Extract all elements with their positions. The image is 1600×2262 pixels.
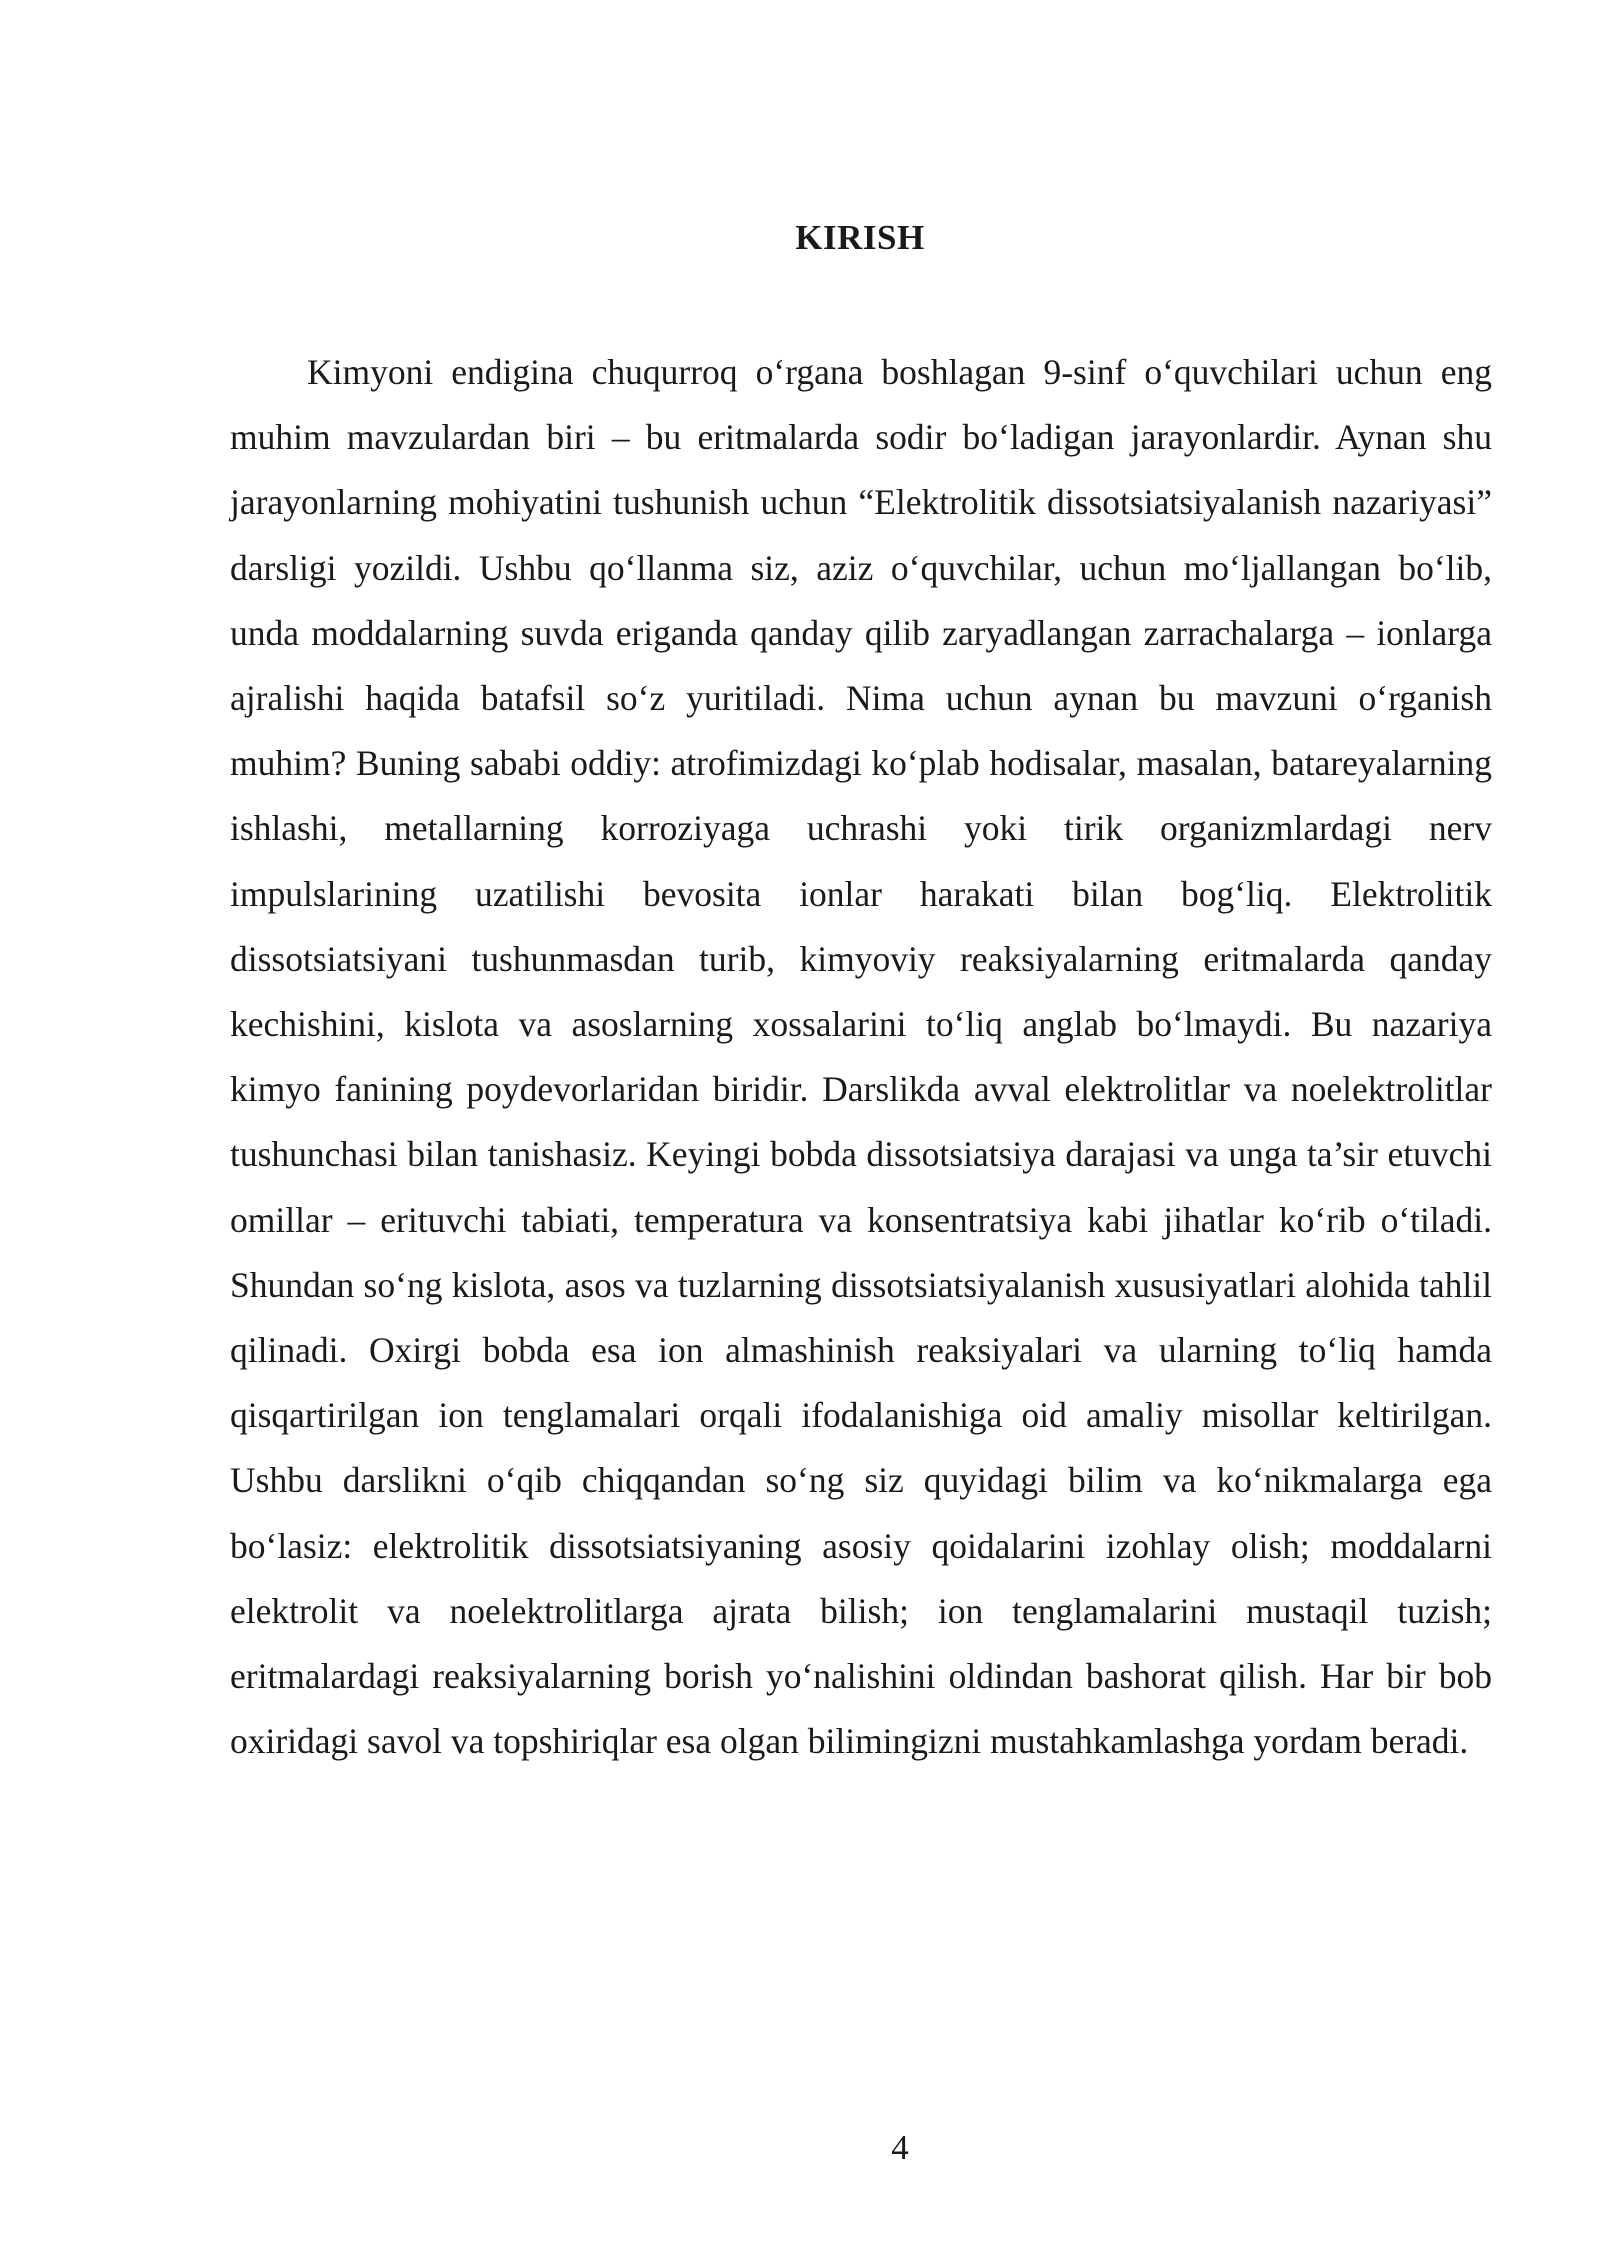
- page-title: KIRISH: [795, 218, 925, 257]
- page-number: 4: [891, 2128, 909, 2167]
- body-paragraph: Kimyoni endigina chuqurroq o‘rgana boshlagan 9-sinf o‘quvchilari uchun eng muhim mavzulardan biri – bu eritmalarda sodir bo‘ladigan jarayonlardir. Aynan shu jarayonlarning mohiyatini tushunish uchun “Elektrolitik dissotsiatsiyalanish nazariyasi” darsligi yozildi. Ushbu qo‘llanma siz, aziz o‘quvchilar, uchun mo‘ljallangan bo‘lib, unda moddalarning suvda eriganda qanday qilib zaryadlangan zarrachalarga – ionlarga ajralishi haqida batafsil so‘z yuritiladi. Nima uchun aynan bu mavzuni o‘rganish muhim? Buning sababi oddiy: atrofimizdagi ko‘plab hodisalar, masalan, batareyalarning ishlashi, metallarning korroziyaga uchrashi yoki tirik organizmlardagi nerv impulslarining uzatilishi bevosita ionlar harakati bilan bog‘liq. Elektrolitik dissotsiatsiyani tushunmasdan turib, kimyoviy reaksiyalarning eritmalarda qanday kechishini, kislota va asoslarning xossalarini to‘liq anglab bo‘lmaydi. Bu nazariya kimyo fanining poydevorlaridan biridir. Darslikda avval elektrolitlar va noelektrolitlar tushunchasi bilan tanishasiz. Keyingi bobda dissotsiatsiya darajasi va unga ta’sir etuvchi omillar – erituvchi tabiati, temperatura va konsentratsiya kabi jihatlar ko‘rib o‘tiladi. Shundan so‘ng kislota, asos va tuzlarning dissotsiatsiyalanish xususiyatlari alohida tahlil qilinadi. Oxirgi bobda esa ion almashinish reaksiyalari va ularning to‘liq hamda qisqartirilgan ion tenglamalari orqali ifodalanishiga oid amaliy misollar keltirilgan. Ushbu darslikni o‘qib chiqqandan so‘ng siz quyidagi bilim va ko‘nikmalarga ega bo‘lasiz: elektrolitik dissotsiatsiyaning asosiy qoidalarini izohlay olish; moddalarni elektrolit va noelektrolitlarga ajrata bilish; ion tenglamalarini mustaqil tuzish; eritmalardagi reaksiyalarning borish yo‘nalishini oldindan bashorat qilish. Har bir bob oxiridagi savol va topshiriqlar esa olgan bilimingizni mustahkamlashga yordam beradi.: [230, 352, 1492, 1762]
